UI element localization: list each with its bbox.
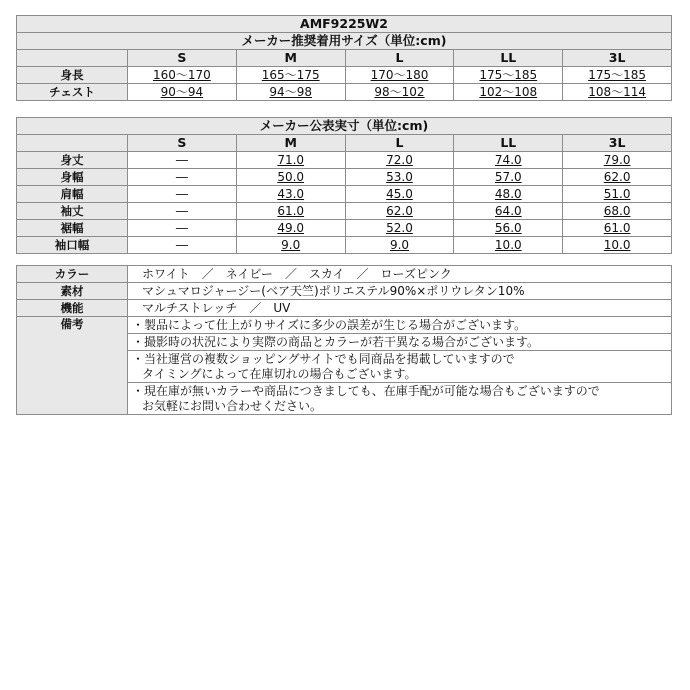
size-header: 3L (563, 50, 672, 67)
size-header: LL (454, 135, 563, 152)
cell-value: 62.0 (563, 169, 672, 186)
function-value: マルチストレッチ ／ UV (128, 300, 672, 317)
color-value: ホワイト ／ ネイビー ／ スカイ ／ ローズピンク (128, 266, 672, 283)
note-text: ・当社運営の複数ショッピングサイトでも同商品を掲載していますので (132, 351, 515, 366)
cell-value: 57.0 (454, 169, 563, 186)
note-text: ・撮影時の状況により実際の商品とカラーが若干異なる場合がございます。 (132, 334, 540, 349)
table-row (17, 67, 672, 84)
size-header: S (128, 50, 237, 67)
cell-value: 62.0 (345, 203, 454, 220)
corner-cell (17, 50, 128, 67)
table-row (17, 237, 672, 254)
cell-value: 52.0 (345, 220, 454, 237)
table-row (17, 152, 672, 169)
cell-value: ― (128, 220, 237, 237)
cell-value: ― (128, 203, 237, 220)
size-header: S (128, 135, 237, 152)
cell-value: 170～180 (345, 67, 454, 84)
table-row (17, 220, 672, 237)
table-row (17, 169, 672, 186)
cell-value: 102～108 (454, 84, 563, 101)
table-row (17, 186, 672, 203)
cell-value: 175～185 (454, 67, 563, 84)
cell-value: 72.0 (345, 152, 454, 169)
row-label: 身幅 (17, 169, 128, 186)
cell-value: 9.0 (345, 237, 454, 254)
cell-value: 108～114 (563, 84, 672, 101)
size-header: L (345, 50, 454, 67)
row-label: チェスト (17, 84, 128, 101)
note-text: ・現在庫が無いカラーや商品につきましても、在庫手配が可能な場合もございますので (132, 383, 600, 398)
product-code: AMF9225W2 (17, 16, 672, 33)
table-row (17, 317, 672, 334)
product-details-table (16, 265, 672, 415)
material-label: 素材 (17, 283, 128, 300)
cell-value: 61.0 (563, 220, 672, 237)
row-label: 肩幅 (17, 186, 128, 203)
size-header: LL (454, 50, 563, 67)
cell-value: 43.0 (236, 186, 345, 203)
cell-value: ― (128, 237, 237, 254)
note-item (128, 351, 672, 383)
cell-value: 51.0 (563, 186, 672, 203)
cell-value: ― (128, 152, 237, 169)
table-row (17, 203, 672, 220)
cell-value: 68.0 (563, 203, 672, 220)
cell-value: 79.0 (563, 152, 672, 169)
note-item (128, 383, 672, 415)
cell-value: 56.0 (454, 220, 563, 237)
row-label: 袖丈 (17, 203, 128, 220)
table-row (17, 84, 672, 101)
cell-value: ― (128, 169, 237, 186)
cell-value: 71.0 (236, 152, 345, 169)
function-label: 機能 (17, 300, 128, 317)
cell-value: 64.0 (454, 203, 563, 220)
row-label: 身丈 (17, 152, 128, 169)
cell-value: 74.0 (454, 152, 563, 169)
measured-title: メーカー公表実寸（単位:cm) (17, 118, 672, 135)
cell-value: 90～94 (128, 84, 237, 101)
note-item (128, 317, 672, 334)
cell-value: 94～98 (236, 84, 345, 101)
table-row (17, 300, 672, 317)
row-label: 身長 (17, 67, 128, 84)
note-text: タイミングによって在庫切れの場合もございます。 (142, 366, 417, 381)
size-header: M (236, 135, 345, 152)
cell-value: 53.0 (345, 169, 454, 186)
size-header: M (236, 50, 345, 67)
cell-value: 10.0 (563, 237, 672, 254)
table-row (17, 266, 672, 283)
cell-value: ― (128, 186, 237, 203)
cell-value: 50.0 (236, 169, 345, 186)
cell-value: 160～170 (128, 67, 237, 84)
note-text: お気軽にお問い合わせください。 (142, 398, 323, 413)
cell-value: 175～185 (563, 67, 672, 84)
cell-value: 49.0 (236, 220, 345, 237)
recommended-title: メーカー推奨着用サイズ（単位:cm) (17, 33, 672, 50)
cell-value: 10.0 (454, 237, 563, 254)
material-value: マシュマロジャージー(ベア天竺)ポリエステル90%×ポリウレタン10% (128, 283, 672, 300)
row-label: 裾幅 (17, 220, 128, 237)
recommended-size-table (16, 15, 672, 101)
cell-value: 98～102 (345, 84, 454, 101)
corner-cell (17, 135, 128, 152)
row-label: 袖口幅 (17, 237, 128, 254)
size-header: L (345, 135, 454, 152)
cell-value: 61.0 (236, 203, 345, 220)
size-header: 3L (563, 135, 672, 152)
cell-value: 48.0 (454, 186, 563, 203)
note-text: ・製品によって仕上がりサイズに多少の誤差が生じる場合がございます。 (132, 317, 527, 332)
measured-size-table (16, 117, 672, 254)
cell-value: 165～175 (236, 67, 345, 84)
notes-label: 備考 (17, 317, 128, 415)
note-item (128, 334, 672, 351)
color-label: カラー (17, 266, 128, 283)
table-row (17, 283, 672, 300)
cell-value: 45.0 (345, 186, 454, 203)
cell-value: 9.0 (236, 237, 345, 254)
